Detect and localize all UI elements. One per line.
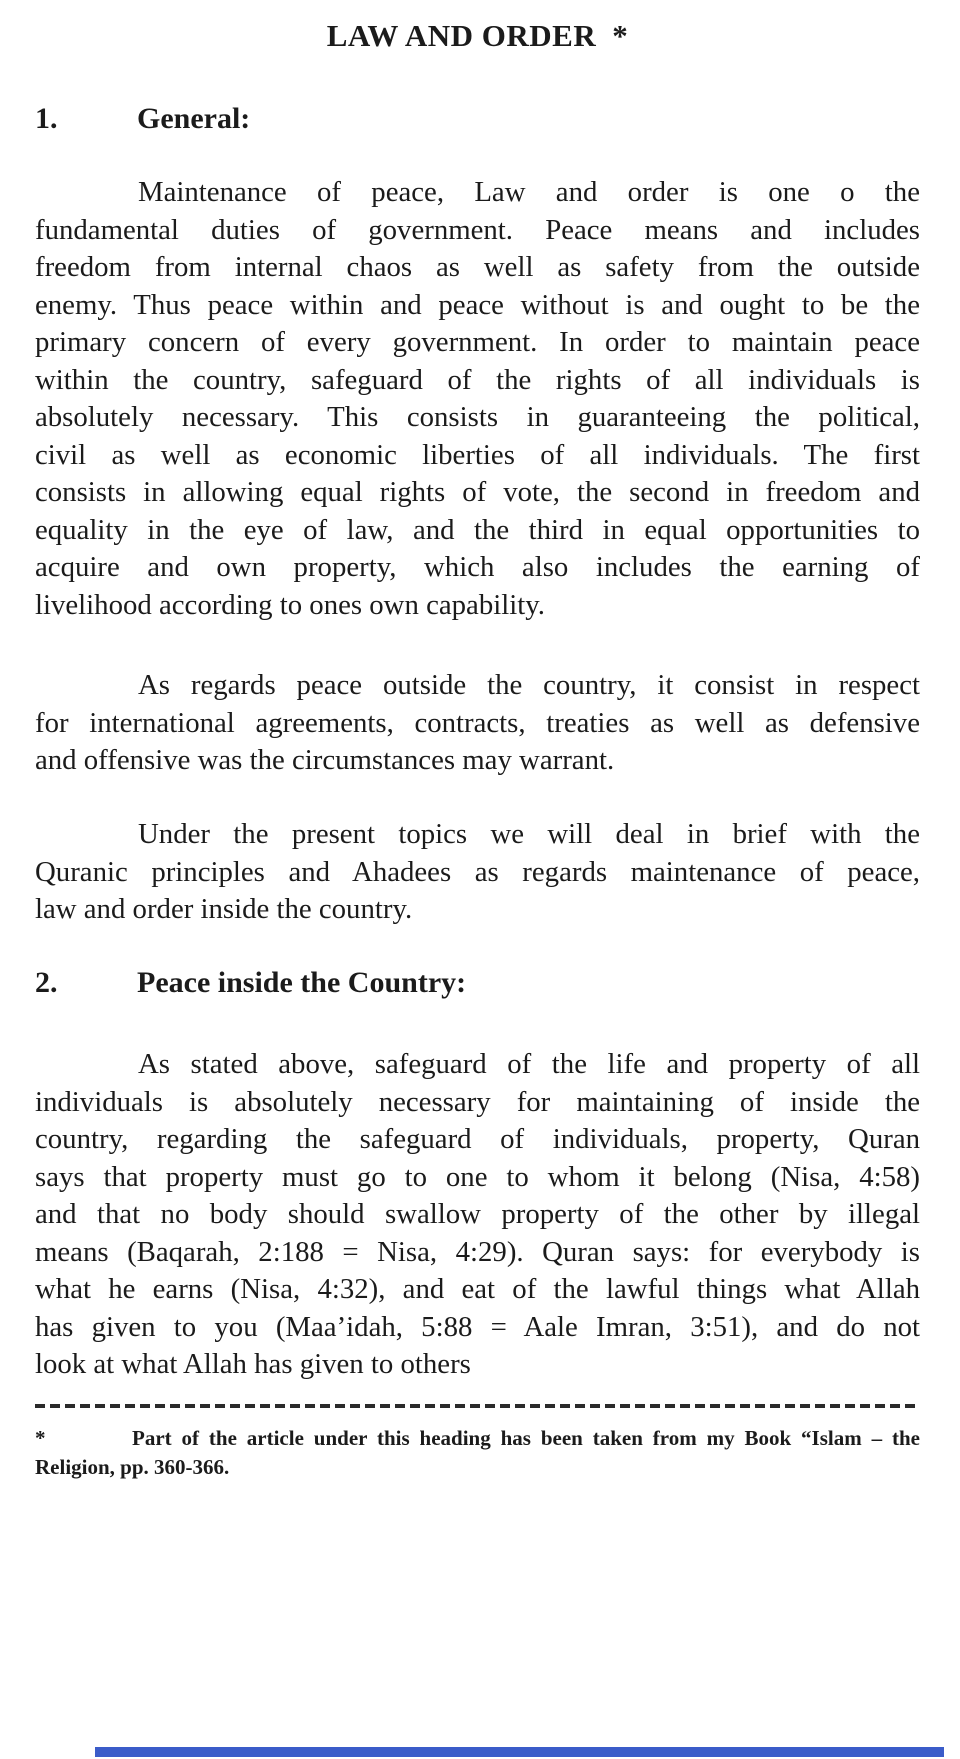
text-line: absolutely necessary. This consists in guaranteeing the political, <box>35 401 920 433</box>
footnote-asterisk-marker: * <box>35 1426 46 1450</box>
text-line: individuals is absolutely necessary for maintaining of inside the <box>35 1085 920 1118</box>
text-line: primary concern of every government. In order to maintain peace <box>35 326 920 358</box>
paragraph <box>35 1046 920 1384</box>
footnote-line: Religion, pp. 360-366. <box>35 1455 230 1479</box>
text-line: law and order inside the country. <box>35 893 413 925</box>
section-heading-label: General: <box>137 102 251 135</box>
text-line: look at what Allah has given to others <box>35 1348 471 1380</box>
section-number: 1. <box>35 102 58 135</box>
text-line: As regards peace outside the country, it consist in respect <box>138 669 920 701</box>
text-line: and that no body should swallow property of the other by illegal <box>35 1198 920 1230</box>
text-line: Under the present topics we will deal in brief with the <box>138 818 920 850</box>
section-heading-label: Peace inside the Country: <box>137 966 467 999</box>
text-line: civil as well as economic liberties of all individuals. The first <box>35 438 920 471</box>
text-line: says that property must go to one to whom it belong (Nisa, 4:58) <box>35 1160 920 1193</box>
text-line: consists in allowing equal rights of vote, the second in freedom and <box>35 476 920 508</box>
title-asterisk-mark: * <box>612 18 629 53</box>
page-title <box>35 16 920 56</box>
text-line: has given to you (Maa’idah, 5:88 = Aale Imran, 3:51), and do not <box>35 1310 920 1343</box>
text-line: for international agreements, contracts, treaties as well as defensive <box>35 706 920 739</box>
page-title-text: LAW AND ORDER <box>326 18 597 53</box>
text-line: within the country, safeguard of the rights of all individuals is <box>35 363 920 396</box>
text-line: freedom from internal chaos as well as safety from the outside <box>35 251 920 283</box>
section-number: 2. <box>35 966 58 999</box>
footnote-separator-dashed-line <box>35 1404 920 1408</box>
paragraph <box>35 667 920 780</box>
footnote-line <box>35 1424 920 1453</box>
section-heading-peace-inside-country <box>35 964 920 1001</box>
text-line: what he earns (Nisa, 4:32), and eat of the lawful things what Allah <box>35 1273 920 1305</box>
text-line: Quranic principles and Ahadees as regards maintenance of peace, <box>35 855 920 888</box>
text-line: equality in the eye of law, and the third in equal opportunities to <box>35 513 920 546</box>
text-line: fundamental duties of government. Peace means and includes <box>35 213 920 246</box>
text-line: and offensive was the circumstances may warrant. <box>35 744 615 776</box>
text-line: means (Baqarah, 2:188 = Nisa, 4:29). Quran says: for everybody is <box>35 1235 920 1268</box>
section-heading-general <box>35 100 920 137</box>
text-line: Maintenance of peace, Law and order is one o the <box>138 176 920 208</box>
text-line: country, regarding the safeguard of individuals, property, Quran <box>35 1123 920 1155</box>
text-line: enemy. Thus peace within and peace without is and ought to be the <box>35 288 920 321</box>
footnote-text: Part of the article under this heading has been taken from my Book “Islam – the <box>132 1426 920 1450</box>
text-line: livelihood according to ones own capability. <box>35 588 545 621</box>
text-line: acquire and own property, which also includes the earning of <box>35 551 920 583</box>
paragraph <box>35 174 920 624</box>
text-line: As stated above, safeguard of the life and property of all <box>138 1048 920 1080</box>
footnote <box>35 1424 920 1482</box>
bottom-blue-bar <box>95 1747 944 1757</box>
paragraph <box>35 816 920 929</box>
